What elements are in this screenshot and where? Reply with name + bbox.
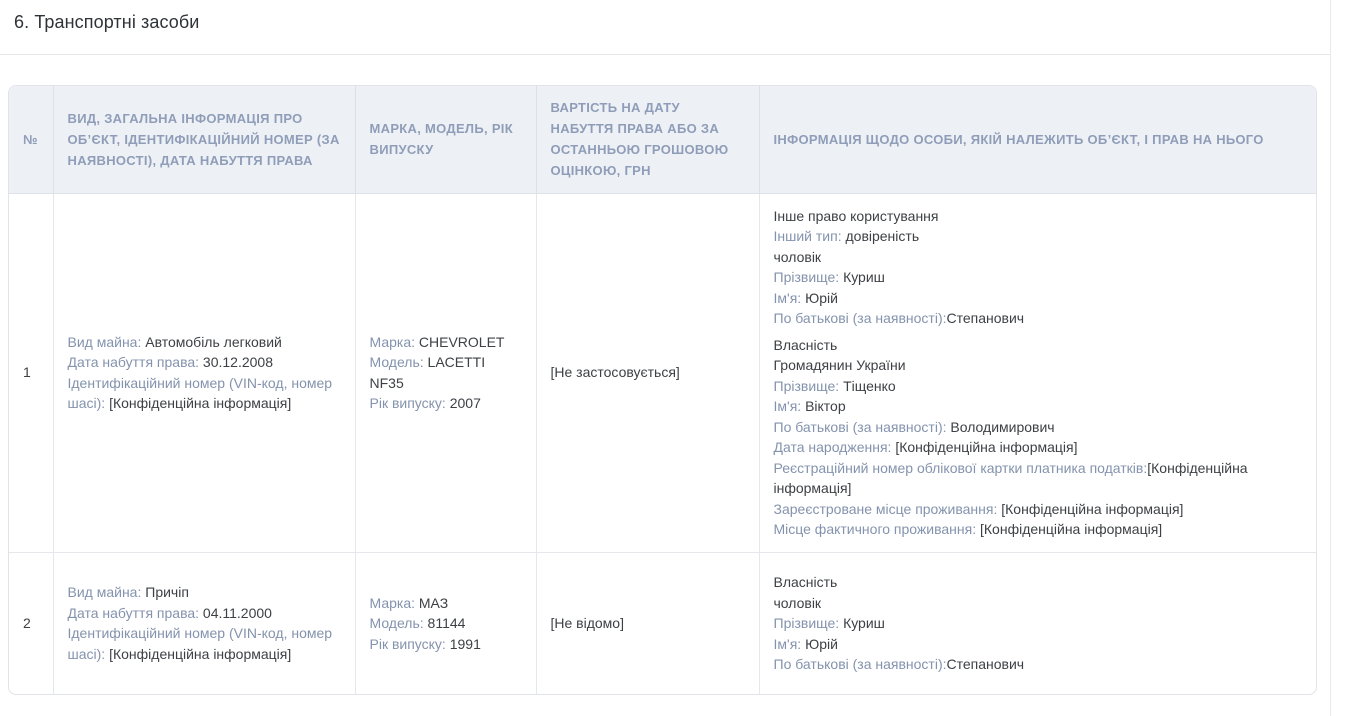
field-line [774,308,1303,329]
field-label: Дата набуття права: [67,604,203,621]
field-line [774,396,1303,417]
cost-cell: [Не відомо] [536,552,759,694]
field-label: Інший тип: [773,228,846,244]
header-cell-0: № [9,86,53,193]
field-label: Дата набуття права: [67,354,203,370]
field-line [774,572,1303,593]
field-value: Власність [773,336,838,353]
field-label: Модель: [369,354,428,370]
field-line [774,499,1303,520]
section-title: 6. Транспортні засоби [14,12,200,32]
field-line [774,247,1303,268]
table-row [9,193,1316,552]
field-value: CHEVROLET [418,333,505,350]
header-cell-1: ВИД, ЗАГАЛЬНА ІНФОРМАЦІЯ ПРО ОБ’ЄКТ, ІДЕНТИФІКАЦІЙНИЙ НОМЕР (ЗА НАЯВНОСТІ), ДАТА НАБУТТЯ ПРАВА [53,86,355,193]
field-line [774,519,1303,540]
field-line [774,458,1303,499]
field-label: Прізвище: [773,377,844,394]
field-value: 81144 [427,615,466,631]
field-line [370,593,522,614]
field-value: Інше право користування [773,207,939,224]
field-value: Юрій [805,289,838,306]
field-value: Володимирович [950,418,1055,435]
field-value: чоловік [773,594,822,611]
field-label: По батькові (за наявності): [773,418,951,435]
field-label: Ідентифікаційний номер (VIN-код, номер шасі): [67,374,333,411]
owner-info-cell [759,193,1316,552]
field-value: Тіщенко [843,377,896,394]
field-value: Причіп [145,584,189,601]
field-line [370,393,522,414]
field-value: 2007 [449,395,481,411]
field-label: Модель: [369,615,428,631]
field-label: Марка: [369,333,419,350]
object-info-cell [53,552,355,694]
field-line [774,593,1303,614]
field-label: Дата народження: [773,439,896,455]
field-line [68,332,341,353]
field-value: [Конфіденційна інформація] [980,521,1163,537]
field-line [774,267,1303,288]
make-model-cell [355,552,536,694]
field-line [370,634,522,655]
owner-group [774,206,1303,329]
field-value: 04.11.2000 [202,604,272,621]
field-value: МАЗ [418,594,449,611]
owner-info-cell [759,552,1316,694]
object-info-cell [53,193,355,552]
field-value: чоловік [773,248,822,265]
field-value: Громадянин України [773,357,906,373]
vehicles-table-card [8,85,1317,695]
field-line [68,373,341,414]
field-label: Ім'я: [773,398,806,414]
field-line [370,332,522,353]
field-label: Прізвище: [773,269,844,285]
field-value: Автомобіль легковий [145,333,282,350]
field-line [774,634,1303,655]
field-label: Реєстраційний номер облікової картки платника податків: [773,459,1148,476]
field-line [774,613,1303,634]
field-line [68,603,341,624]
field-line [68,582,341,603]
field-label: Марка: [369,594,419,611]
field-value: [Конфіденційна інформація] [109,395,292,411]
section-header [0,0,1330,55]
field-label: Вид майна: [67,584,146,601]
field-label: Прізвище: [773,615,844,631]
field-value: 1991 [449,635,481,652]
field-line [774,417,1303,438]
field-value: Степанович [946,310,1025,326]
field-value: Степанович [946,656,1025,672]
header-cell-4: ІНФОРМАЦІЯ ЩОДО ОСОБИ, ЯКІЙ НАЛЕЖИТЬ ОБ’ЄКТ, І ПРАВ НА НЬОГО [759,86,1316,193]
table-header-row [9,86,1316,193]
field-label: Вид майна: [67,333,146,350]
field-value: [Конфіденційна інформація] [1001,500,1184,517]
field-label: Рік випуску: [369,395,450,411]
field-line [774,654,1303,675]
field-line [774,335,1303,356]
field-label: По батькові (за наявності): [773,656,947,672]
field-label: Ідентифікаційний номер (VIN-код, номер шасі): [67,625,333,662]
field-line [774,226,1303,247]
owner-group [774,572,1303,675]
field-value: Віктор [805,398,846,414]
field-value: LACETTI NF35 [369,354,486,391]
table-row [9,552,1316,694]
field-value: [Конфіденційна інформація] [895,439,1078,455]
header-cell-3: ВАРТІСТЬ НА ДАТУ НАБУТТЯ ПРАВА АБО ЗА ОСТАННЬОЮ ГРОШОВОЮ ОЦІНКОЮ, ГРН [536,86,759,193]
cost-cell: [Не застосовується] [536,193,759,552]
header-cell-2: МАРКА, МОДЕЛЬ, РІК ВИПУСКУ [355,86,536,193]
field-line [774,437,1303,458]
field-line [774,288,1303,309]
field-label: Ім'я: [773,635,806,652]
field-value: [Конфіденційна інформація] [109,645,292,662]
field-line [774,376,1303,397]
field-line [370,352,522,393]
field-line [774,206,1303,227]
field-value: [Конфіденційна інформація] [773,459,1248,496]
field-label: Ім'я: [773,289,806,306]
vehicles-table [9,86,1316,694]
row-number-cell: 1 [9,193,53,552]
field-line [68,352,341,373]
field-label: Місце фактичного проживання: [773,521,980,537]
field-value: Куриш [843,269,885,285]
field-line [68,623,341,664]
field-label: По батькові (за наявності): [773,310,947,326]
field-value: Куриш [843,615,885,631]
make-model-cell [355,193,536,552]
owner-group [774,335,1303,540]
field-label: Зареєстроване місце проживання: [773,500,1002,517]
field-value: Власність [773,574,838,590]
field-line [370,613,522,634]
field-value: 30.12.2008 [202,354,273,370]
row-number-cell: 2 [9,552,53,694]
field-label: Рік випуску: [369,635,450,652]
field-line [774,355,1303,376]
field-value: довіреність [845,228,920,244]
field-value: Юрій [805,635,838,652]
